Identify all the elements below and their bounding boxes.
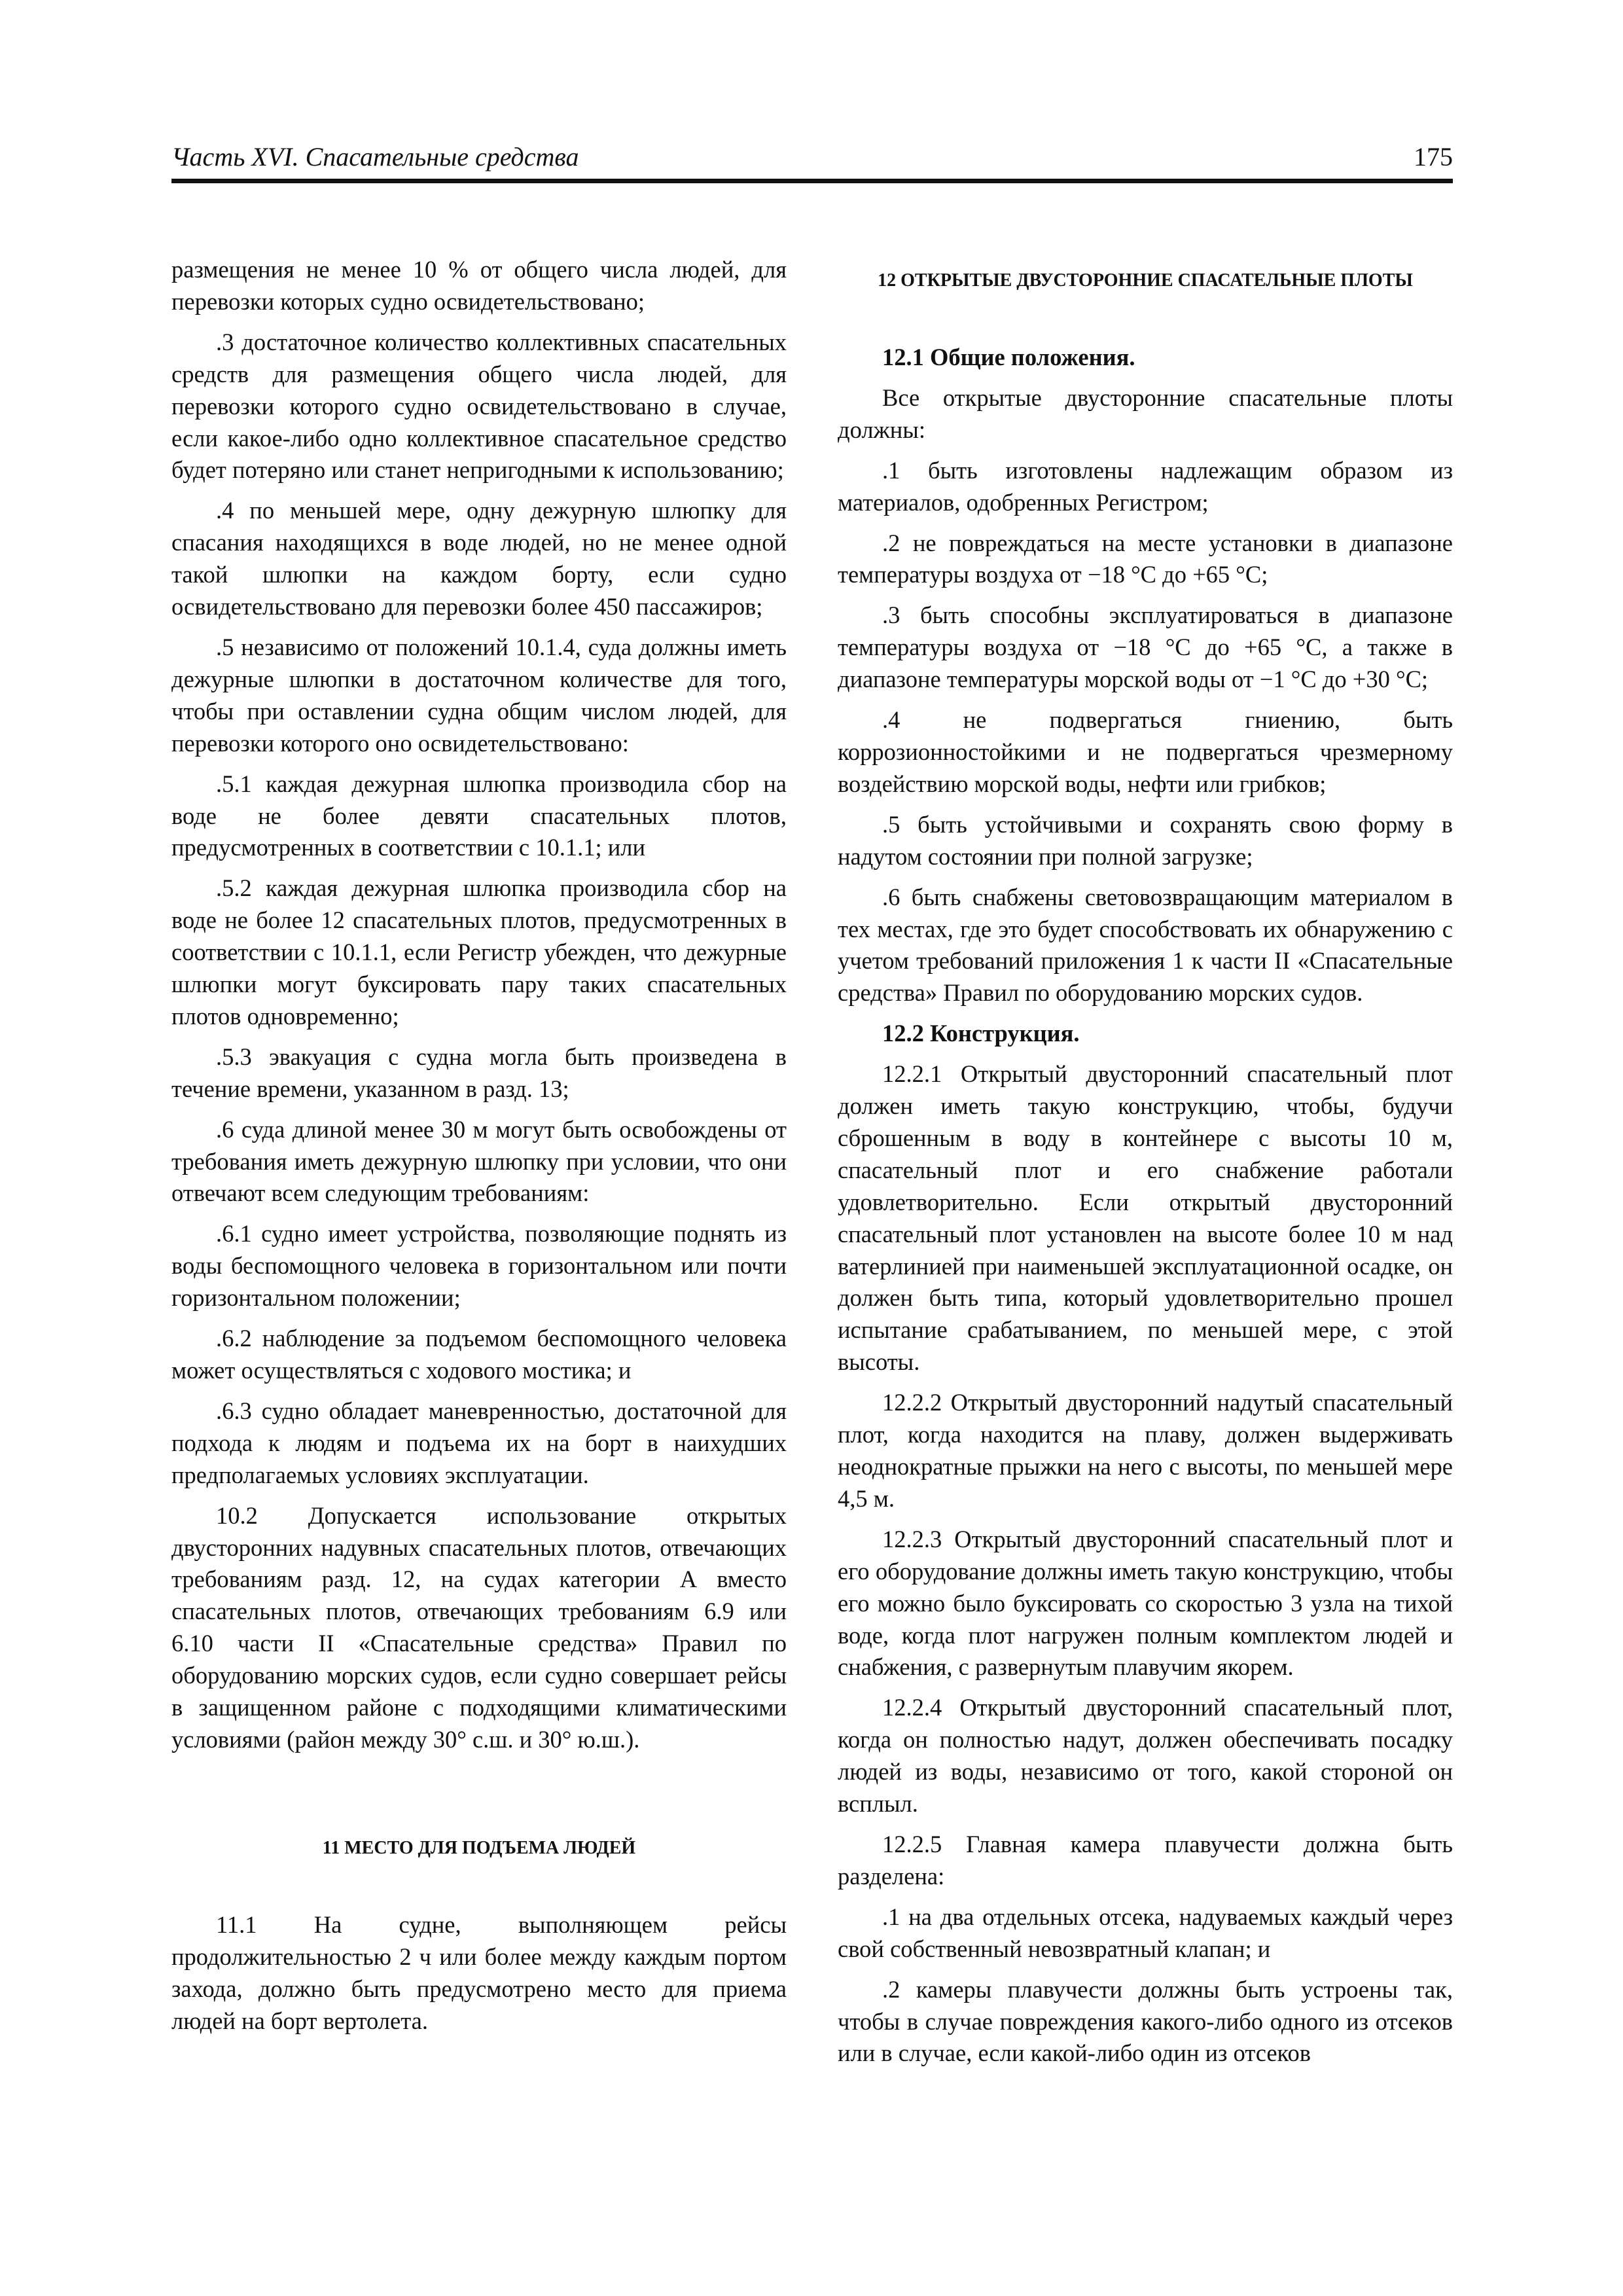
- paragraph: .6.2 наблюдение за подъемом беспомощного человека может осуществляться с ходового мостика; и: [171, 1325, 787, 1384]
- paragraph: .5.3 эвакуация с судна могла быть произведена в течение времени, указанном в разд. 13;: [171, 1043, 787, 1102]
- subsection-heading: 12.2 Конструкция.: [882, 1020, 1080, 1047]
- running-header: [171, 141, 1453, 183]
- list-item: .4 не подвергаться гниению, быть коррозионностойкими и не подвергаться чрезмерному воздействию морской воды, нефти или грибков;: [838, 706, 1453, 797]
- paragraph: .5.2 каждая дежурная шлюпка производила сбор на воде не более 12 спасательных плотов, предусмотренных в соответствии с 10.1.1, если Регистр убежден, что дежурные шлюпки могут буксировать пару таких спасательных плотов одновременно;: [171, 874, 787, 1030]
- paragraph: .5 независимо от положений 10.1.4, суда должны иметь дежурные шлюпки в достаточном количестве для того, чтобы при оставлении судна общим числом людей, для перевозки которого оно освидетельствовано:: [171, 633, 787, 757]
- list-item: .5 быть устойчивыми и сохранять свою форму в надутом состоянии при полной загрузке;: [838, 810, 1453, 870]
- right-column: [838, 254, 1453, 2078]
- list-item: .1 быть изготовлены надлежащим образом из материалов, одобренных Регистром;: [838, 456, 1453, 516]
- paragraph: 12.2.2 Открытый двусторонний надутый спасательный плот, когда находится на плаву, должен выдерживать неоднократные прыжки на него с высоты, по меньшей мере 4,5 м.: [838, 1389, 1453, 1512]
- paragraph: .6.3 судно обладает маневренностью, достаточной для подхода к людям и подъема их на борт в наихудших предполагаемых условиях эксплуатации.: [171, 1397, 787, 1488]
- list-item: .2 не повреждаться на месте установки в диапазоне температуры воздуха от −18 °С до +65 °С;: [838, 529, 1453, 588]
- subsection-heading: 12.1 Общие положения.: [882, 344, 1135, 370]
- section-heading-12: 12 ОТКРЫТЫЕ ДВУСТОРОННИЕ СПАСАТЕЛЬНЫЕ ПЛОТЫ: [878, 270, 1413, 291]
- section-heading-11: 11 МЕСТО ДЛЯ ПОДЪЕМА ЛЮДЕЙ: [322, 1837, 636, 1858]
- paragraph: .5.1 каждая дежурная шлюпка производила сбор на воде не более девяти спасательных плотов, предусмотренных в соответствии с 10.1.1; или: [171, 770, 787, 861]
- paragraph: .6 суда длиной менее 30 м могут быть освобождены от требования иметь дежурную шлюпку при условии, что они отвечают всем следующим требованиям:: [171, 1115, 787, 1207]
- list-item: .3 быть способны эксплуатироваться в диапазоне температуры воздуха от −18 °С до +65 °С, а также в диапазоне температуры морской воды от −1 °С до +30 °С;: [838, 601, 1453, 693]
- paragraph: 12.2.4 Открытый двусторонний спасательный плот, когда он полностью надут, должен обеспечивать посадку людей из воды, независимо от того, какой стороной он всплыл.: [838, 1694, 1453, 1818]
- header-title: Часть XVI. Спасательные средства: [171, 142, 579, 171]
- paragraph: .3 достаточное количество коллективных спасательных средств для размещения общего числа людей, для перевозки которого судно освидетельствовано в случае, если какое-либо одно коллективное спасательное средство будет потеряно или станет непригодными к использованию;: [171, 328, 787, 484]
- list-item: .1 на два отдельных отсека, надуваемых каждый через свой собственный невозвратный клапан; и: [838, 1903, 1453, 1962]
- paragraph: 12.2.1 Открытый двусторонний спасательный плот должен иметь такую конструкцию, чтобы, будучи сброшенным в воду в контейнере с высоты 10 м, спасательный плот и его снабжение работали удовлетворительно. Если открытый двусторонний спасательный плот установлен на высоте более 10 м над ватерлинией при наименьшей эксплуатационной осадке, он должен быть типа, который удовлетворительно прошел испытание срабатыванием, по меньшей мере, с этой высоты.: [838, 1060, 1453, 1376]
- paragraph: 10.2 Допускается использование открытых двусторонних надувных спасательных плотов, отвечающих требованиям разд. 12, на судах категории А вместо спасательных плотов, отвечающих требованиям 6.9 или 6.10 части II «Спасательные средства» Правил по оборудованию морских судов, если судно совершает рейсы в защищенном районе с подходящими климатическими условиями (район между 30° с.ш. и 30° ю.ш.).: [171, 1501, 787, 1753]
- list-item: .2 камеры плавучести должны быть устроены так, чтобы в случае повреждения какого-либо одного из отсеков или в случае, если какой-либо один из отсеков: [838, 1975, 1453, 2067]
- left-column: [171, 254, 787, 2046]
- paragraph: 12.2.3 Открытый двусторонний спасательный плот и его оборудование должны иметь такую конструкцию, чтобы его можно было буксировать со скоростью 3 узла на тихой воде, когда плот нагружен полным комплектом людей и снабжения, с развернутым плавучим якорем.: [838, 1525, 1453, 1681]
- paragraph: .6.1 судно имеет устройства, позволяющие поднять из воды беспомощного человека в горизонтальном или почти горизонтальном положении;: [171, 1220, 787, 1312]
- list-item: .6 быть снабжены световозвращающим материалом в тех местах, где это будет способствовать их обнаружению с учетом требований приложения 1 к части II «Спасательные средства» Правил по оборудованию морских судов.: [838, 883, 1453, 1007]
- page-number: 175: [1414, 142, 1453, 171]
- paragraph: .4 по меньшей мере, одну дежурную шлюпку для спасания находящихся в воде людей, но не менее одной такой шлюпки на каждом борту, если судно освидетельствовано для перевозки более 450 пассажиров;: [171, 497, 787, 620]
- paragraph: Все открытые двусторонние спасательные плоты должны:: [838, 384, 1453, 443]
- paragraph: 11.1 На судне, выполняющем рейсы продолжительностью 2 ч или более между каждым портом захода, должно быть предусмотрено место для приема людей на борт вертолета.: [171, 1910, 787, 2034]
- paragraph: размещения не менее 10 % от общего числа людей, для перевозки которых судно освидетельствовано;: [171, 256, 787, 315]
- paragraph: 12.2.5 Главная камера плавучести должна быть разделена:: [838, 1830, 1453, 1890]
